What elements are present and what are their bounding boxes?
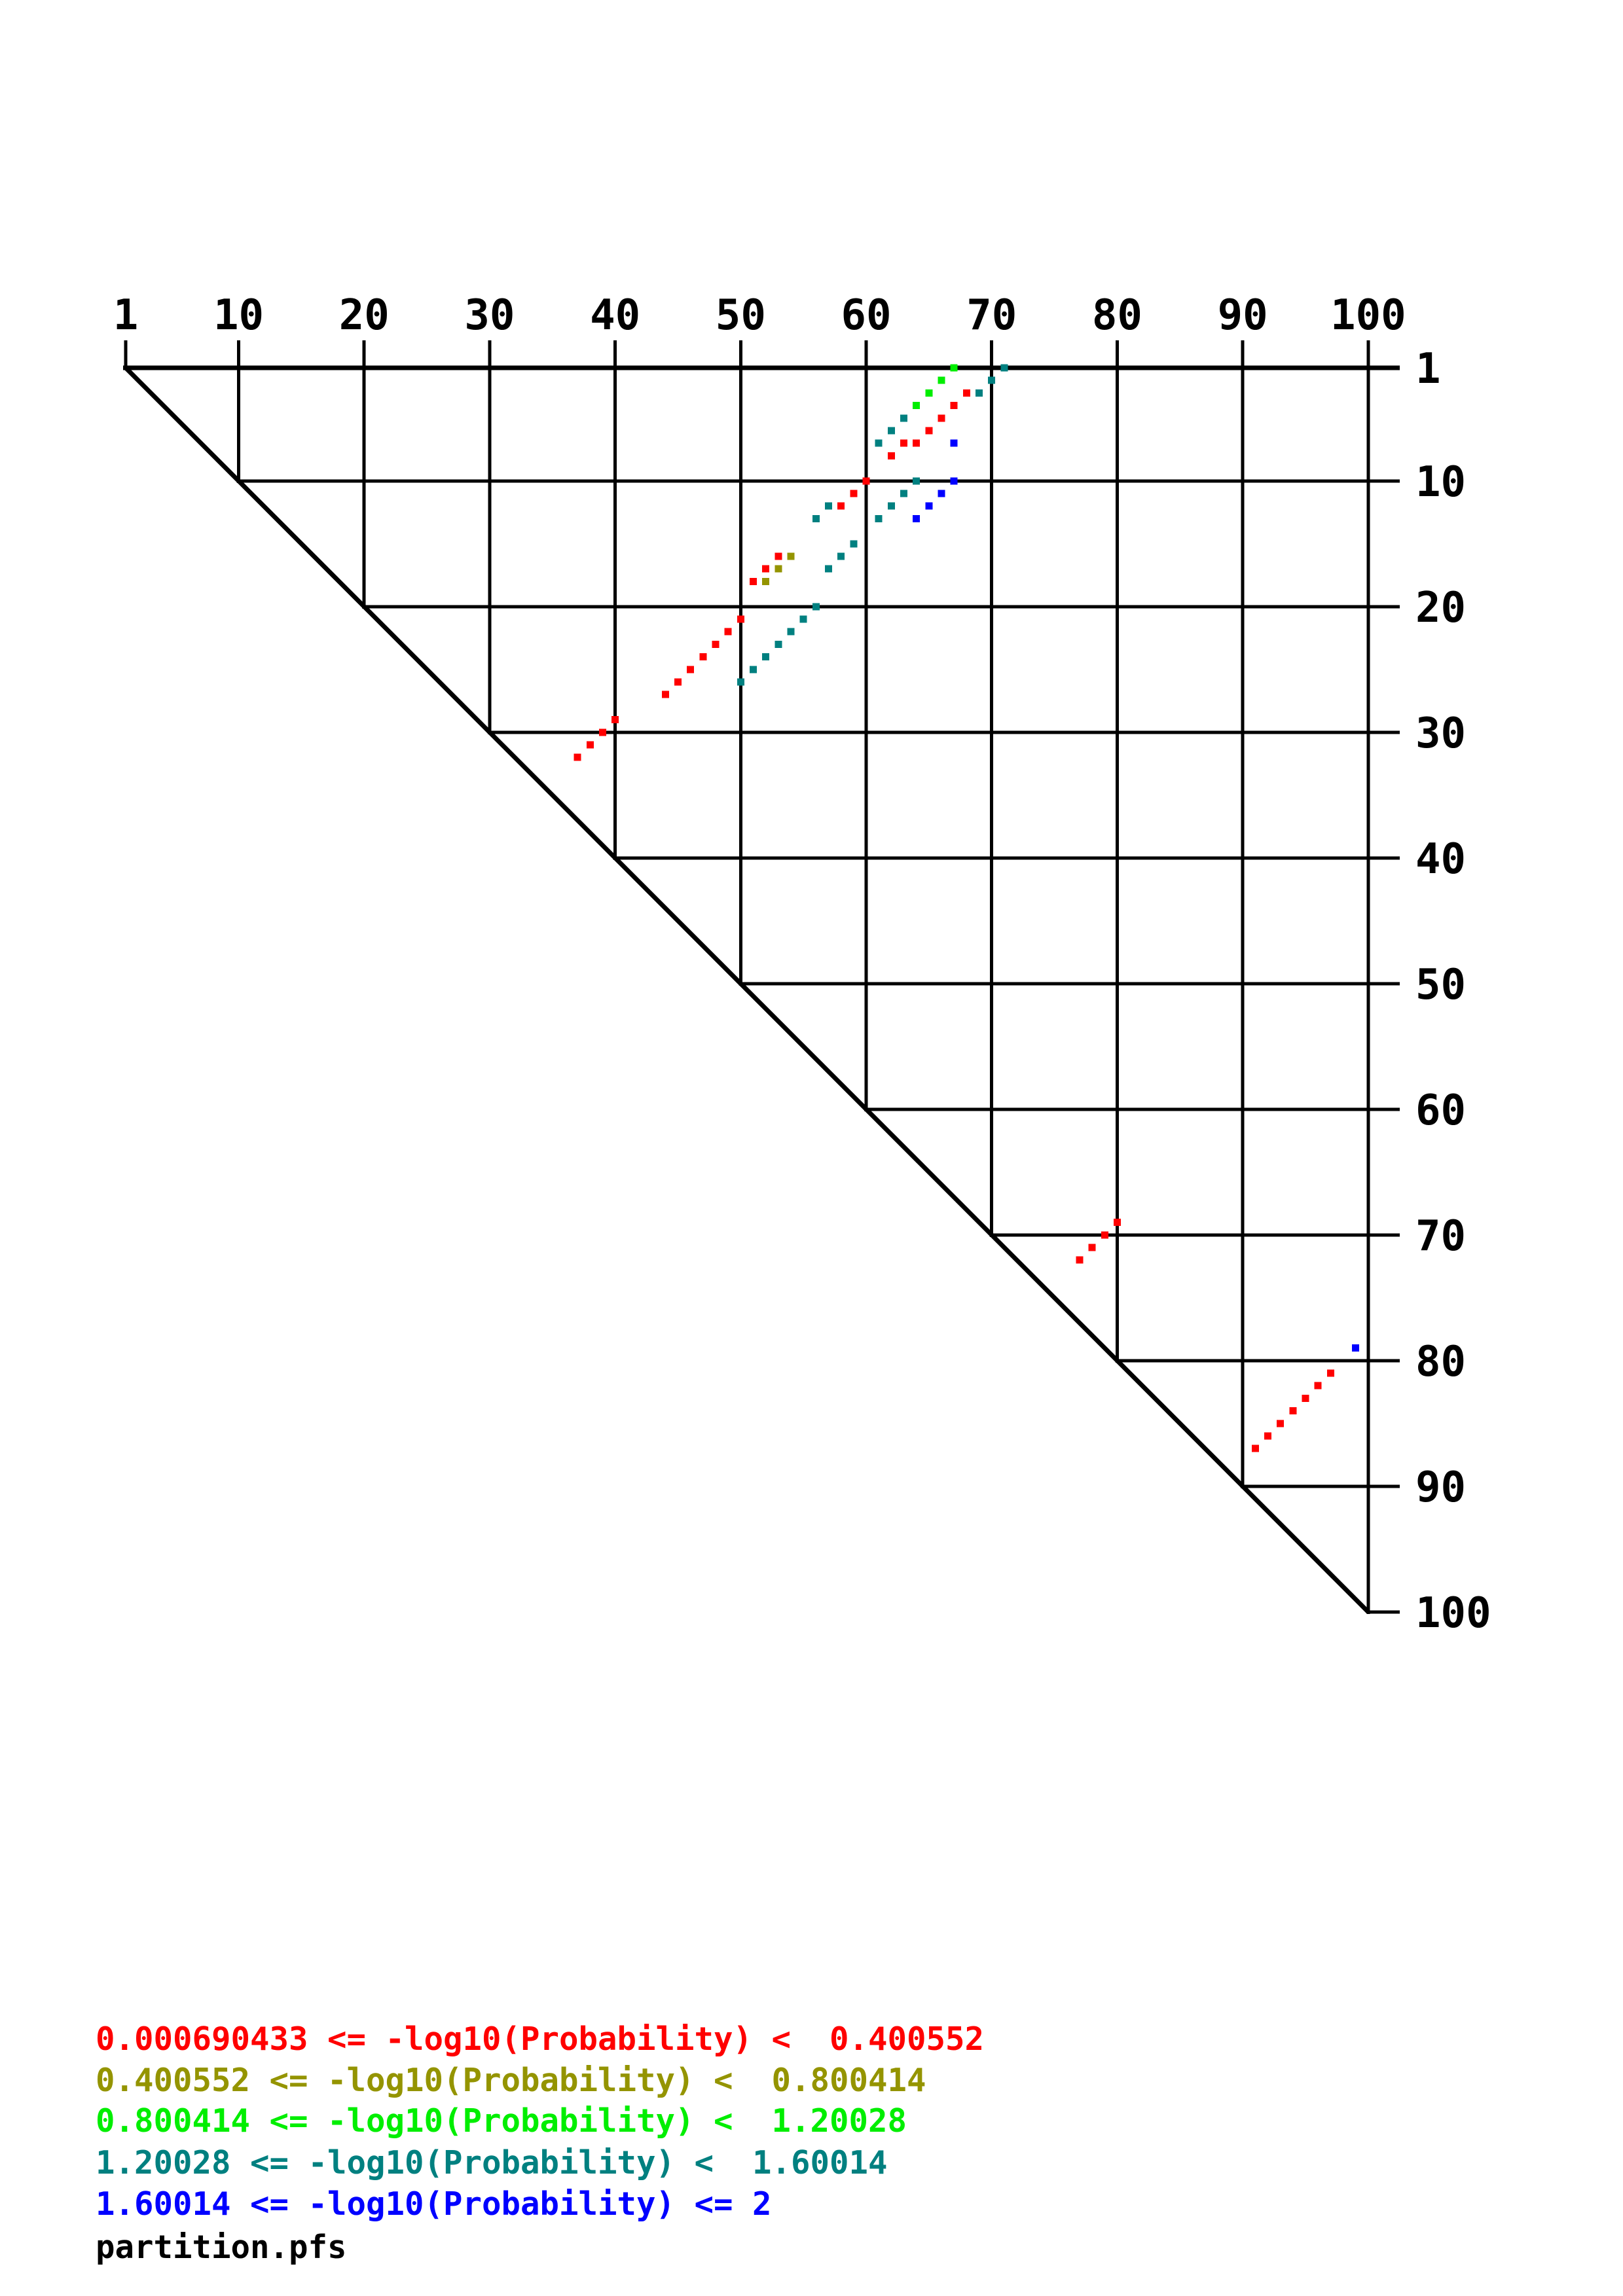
- probability-dot-class-4-teal: [875, 440, 883, 447]
- probability-dot-class-4-teal: [988, 377, 995, 384]
- probability-dot-class-4-teal: [788, 628, 795, 636]
- top-axis-label-10: 10: [213, 291, 264, 340]
- probability-dot-class-1-red: [1315, 1382, 1322, 1390]
- probability-dot-class-5-blue: [951, 440, 958, 447]
- right-axis-label-70: 70: [1415, 1211, 1467, 1261]
- probability-dot-class-1-red: [712, 641, 719, 648]
- probability-dot-class-1-red: [574, 754, 581, 761]
- probability-dot-class-4-teal: [775, 641, 782, 648]
- probability-dot-class-1-red: [1277, 1420, 1284, 1427]
- probability-dot-class-1-red: [611, 716, 619, 723]
- probability-dot-class-2-dark-yellow: [775, 565, 782, 573]
- probability-dot-class-4-teal: [875, 515, 883, 522]
- top-axis-label-80: 80: [1091, 291, 1142, 340]
- legend-line-5: 1.60014 <= -log10(Probability) <= 2: [96, 2185, 772, 2223]
- probability-dot-class-1-red: [951, 402, 958, 409]
- probability-dot-class-1-red: [1302, 1395, 1309, 1402]
- probability-dot-class-4-teal: [812, 603, 820, 610]
- probability-dot-class-5-blue: [938, 490, 945, 497]
- probability-dot-class-1-red: [1101, 1231, 1108, 1238]
- probability-dot-class-1-red: [687, 666, 694, 673]
- probability-dot-class-4-teal: [1000, 365, 1008, 372]
- probability-dot-class-4-teal: [825, 565, 832, 573]
- right-axis-label-50: 50: [1415, 960, 1467, 1009]
- legend-line-1: 0.000690433 <= -log10(Probability) < 0.400552: [96, 2020, 985, 2058]
- probability-dot-class-1-red: [1252, 1445, 1259, 1452]
- probability-dot-class-4-teal: [825, 503, 832, 510]
- top-axis-label-40: 40: [590, 291, 641, 340]
- probability-dot-class-4-teal: [812, 515, 820, 522]
- top-axis-label-1: 1: [113, 291, 139, 340]
- probability-dot-class-2-dark-yellow: [788, 553, 795, 560]
- probability-dot-class-4-teal: [888, 427, 895, 435]
- probability-dot-class-4-teal: [737, 679, 744, 686]
- top-axis-label-50: 50: [715, 291, 766, 340]
- top-axis-label-60: 60: [841, 291, 892, 340]
- probability-dot-class-1-red: [737, 616, 744, 623]
- probability-dot-class-1-red: [587, 742, 594, 749]
- probability-dot-class-1-red: [599, 728, 606, 736]
- top-axis-label-90: 90: [1217, 291, 1268, 340]
- right-axis-label-90: 90: [1415, 1463, 1467, 1512]
- probability-dot-class-4-teal: [750, 666, 757, 673]
- probability-dot-class-2-dark-yellow: [762, 578, 769, 585]
- top-axis-label-20: 20: [338, 291, 390, 340]
- top-axis-label-30: 30: [464, 291, 515, 340]
- probability-dot-class-1-red: [674, 679, 682, 686]
- right-axis-label-20: 20: [1415, 583, 1467, 632]
- legend-line-3: 0.800414 <= -log10(Probability) < 1.20028: [96, 2102, 907, 2140]
- probability-dot-class-1-red: [900, 440, 907, 447]
- probability-dot-class-1-red: [1289, 1407, 1296, 1414]
- probability-dot-class-1-red: [725, 628, 732, 636]
- probability-dot-class-5-blue: [913, 515, 920, 522]
- probability-dot-class-5-blue: [1352, 1344, 1359, 1352]
- right-axis-label-10: 10: [1415, 457, 1467, 507]
- right-axis-label-80: 80: [1415, 1337, 1467, 1386]
- probability-dot-class-4-teal: [762, 653, 769, 660]
- probability-dot-class-4-teal: [976, 389, 983, 397]
- probability-dot-class-1-red: [762, 565, 769, 573]
- right-axis-label-60: 60: [1415, 1086, 1467, 1135]
- probability-dot-class-4-teal: [837, 553, 845, 560]
- probability-dot-class-4-teal: [888, 503, 895, 510]
- probability-dot-class-1-red: [850, 490, 857, 497]
- probability-dot-class-4-teal: [900, 414, 907, 422]
- right-axis-label-40: 40: [1415, 834, 1467, 884]
- probability-dot-class-3-green: [938, 377, 945, 384]
- right-axis-label-30: 30: [1415, 709, 1467, 758]
- probability-dot-class-1-red: [963, 389, 970, 397]
- probability-dot-class-3-green: [913, 402, 920, 409]
- plot-filename: partition.pfs: [96, 2229, 347, 2266]
- top-axis-label-100: 100: [1330, 291, 1406, 340]
- probability-dot-class-1-red: [837, 503, 845, 510]
- probability-dot-class-5-blue: [951, 477, 958, 484]
- probability-dot-class-3-green: [925, 389, 932, 397]
- probability-dot-class-1-red: [913, 440, 920, 447]
- probability-dot-class-5-blue: [925, 503, 932, 510]
- plot-hypotenuse: [126, 368, 1368, 1612]
- probability-dot-class-4-teal: [800, 616, 807, 623]
- probability-dot-class-1-red: [1076, 1257, 1083, 1264]
- probability-dot-class-1-red: [863, 477, 870, 484]
- probability-dot-class-1-red: [699, 653, 706, 660]
- legend-line-2: 0.400552 <= -log10(Probability) < 0.800414: [96, 2062, 926, 2099]
- top-axis-label-70: 70: [966, 291, 1017, 340]
- legend-line-4: 1.20028 <= -log10(Probability) < 1.60014: [96, 2144, 888, 2181]
- probability-dot-class-1-red: [1089, 1244, 1096, 1251]
- probability-dot-class-1-red: [938, 414, 945, 422]
- probability-dot-class-1-red: [888, 452, 895, 459]
- probability-dot-class-1-red: [1264, 1433, 1271, 1440]
- probability-dot-class-3-green: [951, 365, 958, 372]
- probability-dot-class-1-red: [1114, 1219, 1121, 1226]
- right-axis-label-100: 100: [1415, 1588, 1491, 1638]
- probability-dot-class-1-red: [750, 578, 757, 585]
- right-axis-label-1: 1: [1415, 345, 1441, 393]
- probability-dot-class-1-red: [662, 691, 669, 698]
- probability-dot-class-4-teal: [850, 540, 857, 547]
- probability-dot-class-1-red: [775, 553, 782, 560]
- probability-dot-class-4-teal: [900, 490, 907, 497]
- probability-dot-class-4-teal: [913, 477, 920, 484]
- probability-dot-class-1-red: [925, 427, 932, 435]
- probability-dot-class-1-red: [1327, 1370, 1334, 1377]
